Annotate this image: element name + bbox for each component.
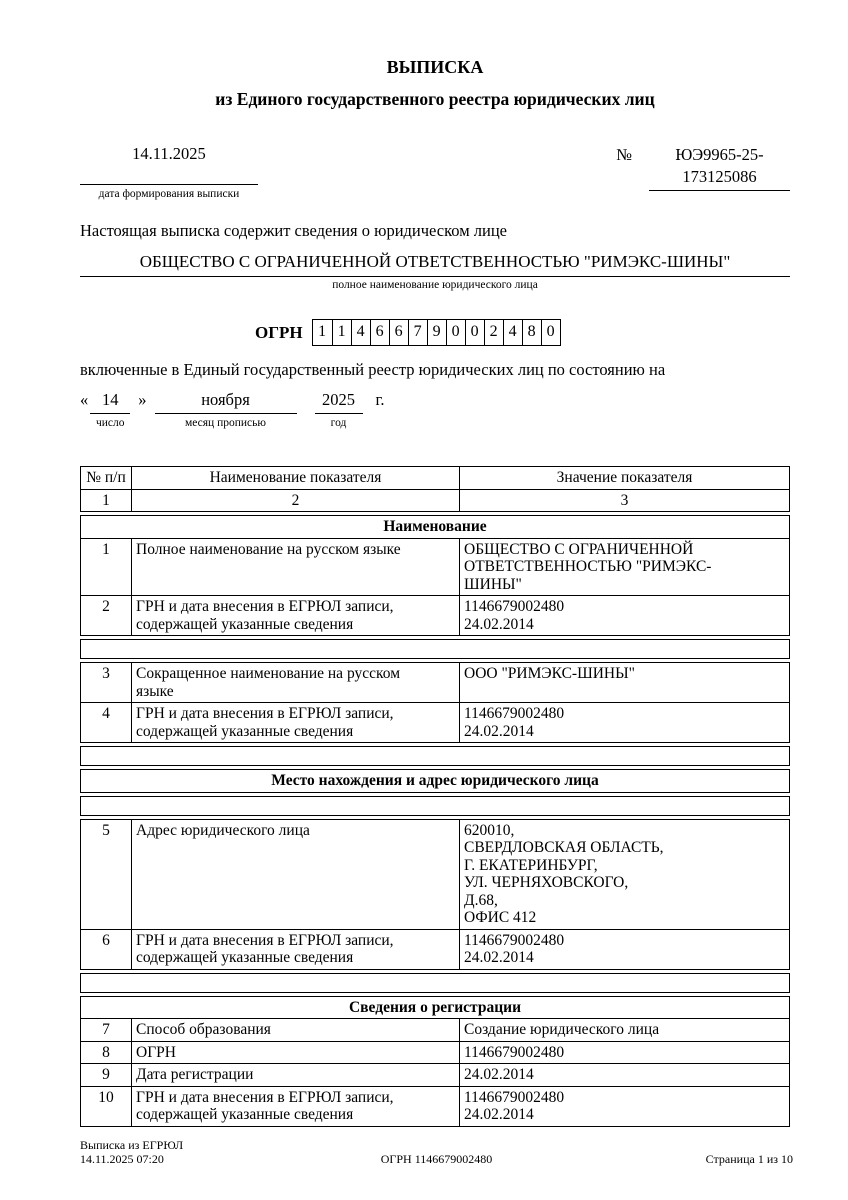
extract-number-value xyxy=(649,144,790,191)
extract-number-line1: ЮЭ9965-25- xyxy=(675,145,764,164)
row-number-cell: 2 xyxy=(102,598,110,615)
as-of-month-label: месяц прописью xyxy=(185,417,266,429)
indicator-name-cell: ГРН и дата внесения в ЕГРЮЛ записи, содержащей указанные сведения xyxy=(131,1087,459,1126)
as-of-year-value: 2025 xyxy=(315,389,363,414)
column-header-cell: Значение показателя xyxy=(459,467,789,489)
ogrn-digit-cell: 1 xyxy=(332,320,351,345)
as-of-month-value: ноября xyxy=(155,389,297,414)
row-number-cell: 1 xyxy=(102,540,110,558)
table-row-section xyxy=(81,997,789,1019)
egrul-table xyxy=(80,466,790,1127)
indicator-name-cell: Дата регистрации xyxy=(131,1064,459,1086)
as-of-day-field xyxy=(90,389,130,429)
footer-ogrn: ОГРН 1146679002480 xyxy=(380,1151,493,1166)
ogrn-digit-cell: 8 xyxy=(522,320,541,345)
table-row-data xyxy=(81,1086,789,1126)
indicator-value-cell: ОБЩЕСТВО С ОГРАНИЧЕННОЙ ОТВЕТСТВЕННОСТЬЮ "РИМЭКС- ШИНЫ" xyxy=(459,539,789,596)
indicator-name-cell: Полное наименование на русском языке xyxy=(131,539,459,596)
table-row-columns xyxy=(81,467,789,489)
table-row-data xyxy=(81,1063,789,1086)
table-row-spacer xyxy=(81,974,789,992)
indicator-value-cell: 1146679002480 24.02.2014 xyxy=(459,930,789,969)
row-number-cell: 8 xyxy=(102,1043,110,1061)
table-block xyxy=(80,466,790,512)
row-number-cell: 7 xyxy=(102,1021,110,1038)
footer-page-number: Страница 1 из 10 xyxy=(705,1151,793,1166)
egrul-extract-page xyxy=(80,0,790,1127)
meta-row xyxy=(80,144,790,200)
ogrn-digit-cell: 1 xyxy=(318,323,327,340)
indicator-name-cell: Способ образования xyxy=(131,1019,459,1041)
section-header-cell: Сведения о регистрации xyxy=(348,998,522,1016)
ogrn-digit-cell: 4 xyxy=(503,320,522,345)
table-block xyxy=(80,996,790,1127)
ogrn-digit-cell: 7 xyxy=(408,320,427,345)
indicator-value-cell: 1146679002480 xyxy=(459,1042,789,1064)
table-row-data xyxy=(81,820,789,929)
table-row-data xyxy=(81,929,789,969)
document-title: ВЫПИСКА xyxy=(386,57,484,77)
extract-date-field xyxy=(80,144,258,200)
section-header-cell: Наименование xyxy=(383,518,487,535)
table-block xyxy=(80,973,790,993)
table-block xyxy=(80,819,790,970)
indicator-name-cell: Адрес юридического лица xyxy=(131,820,459,929)
row-number-cell: 3 xyxy=(102,665,110,682)
company-name: ОБЩЕСТВО С ОГРАНИЧЕННОЙ ОТВЕТСТВЕННОСТЬЮ "РИМЭКС-ШИНЫ" xyxy=(80,252,790,277)
table-row-data xyxy=(81,595,789,635)
indicator-value-cell: 1146679002480 24.02.2014 xyxy=(459,596,789,635)
indicator-name-cell: ГРН и дата внесения в ЕГРЮЛ записи, содержащей указанные сведения xyxy=(131,596,459,635)
indicator-value-cell: 1146679002480 24.02.2014 xyxy=(459,703,789,742)
table-row-spacer xyxy=(81,747,789,765)
table-block xyxy=(80,662,790,743)
column-header-cell: № п/п xyxy=(86,469,126,486)
ogrn-digit-cell: 6 xyxy=(370,320,389,345)
indicator-name-cell: ГРН и дата внесения в ЕГРЮЛ записи, содержащей указанные сведения xyxy=(131,930,459,969)
indicator-value-cell: 620010, СВЕРДЛОВСКАЯ ОБЛАСТЬ, Г. ЕКАТЕРИНБУРГ, УЛ. ЧЕРНЯХОВСКОГО, Д.68, ОФИС 412 xyxy=(459,820,789,929)
table-row-data xyxy=(81,538,789,596)
table-block xyxy=(80,746,790,766)
table-row-spacer xyxy=(81,797,789,815)
year-suffix: г. xyxy=(375,390,385,409)
column-header-cell: 3 xyxy=(459,490,789,512)
table-block xyxy=(80,639,790,659)
as-of-year-field xyxy=(315,389,363,429)
indicator-name-cell: ОГРН xyxy=(131,1042,459,1064)
row-number-cell: 5 xyxy=(102,821,110,839)
indicator-name-cell: ГРН и дата внесения в ЕГРЮЛ записи, содержащей указанные сведения xyxy=(131,703,459,742)
table-block xyxy=(80,769,790,793)
indicator-value-cell: ООО "РИМЭКС-ШИНЫ" xyxy=(459,663,789,702)
table-row-data xyxy=(81,702,789,742)
table-row-data xyxy=(81,1018,789,1041)
column-header-cell: 2 xyxy=(131,490,459,512)
number-sign: № xyxy=(616,145,632,164)
extract-date-value: 14.11.2025 xyxy=(80,144,258,185)
indicator-name-cell: Сокращенное наименование на русском языке xyxy=(131,663,459,702)
ogrn-digit-cell: 0 xyxy=(465,320,484,345)
document-subtitle: из Единого государственного реестра юридических лиц xyxy=(215,89,655,109)
ogrn-row xyxy=(255,319,790,346)
page-footer xyxy=(80,1139,793,1166)
table-block xyxy=(80,515,790,636)
row-number-cell: 4 xyxy=(102,705,110,722)
column-header-cell: 1 xyxy=(102,491,110,509)
as-of-month-field xyxy=(155,389,297,429)
ogrn-label: ОГРН xyxy=(255,322,303,342)
ogrn-digit-cell: 9 xyxy=(427,320,446,345)
ogrn-digit-cell: 0 xyxy=(541,320,560,345)
footer-doc-type: Выписка из ЕГРЮЛ xyxy=(80,1138,184,1152)
as-of-day-label: число xyxy=(95,417,125,429)
column-header-cell: Наименование показателя xyxy=(131,467,459,489)
section-header-cell: Место нахождения и адрес юридического лица xyxy=(271,772,599,789)
ogrn-digit-cell: 0 xyxy=(446,320,465,345)
footer-datetime: 14.11.2025 07:20 xyxy=(80,1151,164,1166)
indicator-value-cell: Создание юридического лица xyxy=(459,1019,789,1041)
as-of-day-value: 14 xyxy=(90,389,130,414)
extract-number-field xyxy=(616,144,790,191)
ogrn-digit-cell: 4 xyxy=(351,320,370,345)
table-row-columns xyxy=(81,489,789,512)
row-number-cell: 10 xyxy=(98,1088,114,1106)
table-row-section xyxy=(81,770,789,792)
footer-left xyxy=(80,1139,381,1166)
ogrn-digit-cell: 2 xyxy=(484,320,503,345)
indicator-value-cell: 1146679002480 24.02.2014 xyxy=(459,1087,789,1126)
extract-number-line2: 173125086 xyxy=(682,167,757,186)
table-row-data xyxy=(81,1041,789,1064)
included-text: включенные в Единый государственный реестр юридических лиц по состоянию на xyxy=(80,360,666,379)
table-row-spacer xyxy=(81,640,789,658)
ogrn-digit-boxes xyxy=(312,319,561,346)
table-row-section xyxy=(81,516,789,538)
indicator-value-cell: 24.02.2014 xyxy=(459,1064,789,1086)
close-quote: » xyxy=(138,390,147,409)
row-number-cell: 9 xyxy=(102,1066,110,1083)
ogrn-digit-cell: 6 xyxy=(389,320,408,345)
extract-date-label: дата формирования выписки xyxy=(98,188,240,200)
table-row-data xyxy=(81,663,789,702)
as-of-date-row xyxy=(80,389,790,429)
table-block xyxy=(80,796,790,816)
row-number-cell: 6 xyxy=(102,931,110,949)
open-quote: « xyxy=(80,390,89,409)
as-of-year-label: год xyxy=(330,417,347,429)
intro-text: Настоящая выписка содержит сведения о юридическом лице xyxy=(80,221,508,240)
company-name-label: полное наименование юридического лица xyxy=(332,279,538,291)
